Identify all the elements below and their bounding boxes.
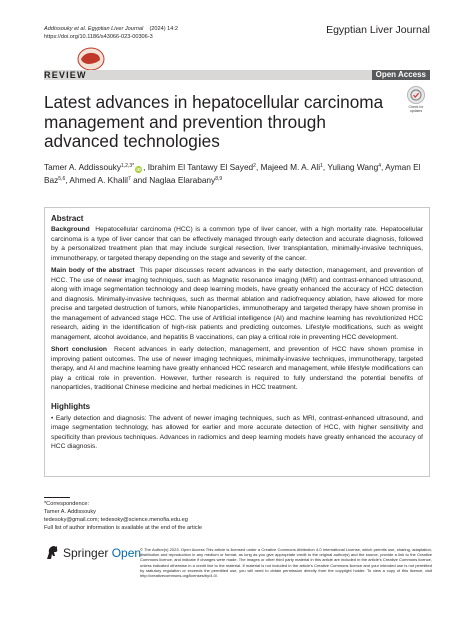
author-name: Ayman El Baz — [44, 162, 421, 185]
abstract-box — [44, 207, 430, 477]
check-updates-line1: Check for — [408, 105, 424, 109]
author-name: Ahmed A. Khalil — [69, 175, 128, 185]
check-updates-line2: updates — [409, 109, 423, 113]
correspondence-block — [44, 500, 202, 532]
author-affiliation: 8,9 — [215, 176, 223, 182]
header-journal: Egyptian Liver Journal — [87, 26, 144, 32]
journal-name: Egyptian Liver Journal — [326, 24, 430, 36]
header-doi[interactable]: https://doi.org/10.1186/s43066-023-00306-3 — [44, 34, 153, 40]
article-title: Latest advances in hepatocellular carcinoma management and prevention through advanced technologies — [44, 92, 384, 151]
abstract-short-conclusion — [51, 345, 423, 393]
author-name: Tamer A. Addissouky — [44, 162, 122, 172]
correspondence-note: Full list of author information is available at the end of the article — [44, 525, 202, 531]
short-conclusion-label: Short conclusion — [51, 346, 107, 353]
author-name: Naglaa Elarabany — [149, 175, 216, 185]
main-body-label: Main body of the abstract — [51, 267, 135, 274]
author-affiliation: 7 — [127, 176, 131, 182]
article-type-label: REVIEW — [44, 70, 87, 80]
abstract-background — [51, 225, 423, 263]
check-for-updates-button[interactable] — [404, 86, 428, 114]
springer-horse-icon — [44, 544, 60, 561]
check-updates-icon — [407, 86, 425, 104]
author-name: Yuliang Wang — [327, 162, 379, 172]
correspondence-email[interactable]: tedesoky@gmail.com; tedesoky@science.menofia.edu.eg — [44, 517, 188, 523]
author-affiliation: 2 — [253, 163, 256, 169]
highlight-item: • Early detection and diagnosis: The advent of newer imaging techniques, such as MRI, contrast-enhanced ultrasound, and image segmentation technology, has allowed for earlier and more accurate detection of HCC, with higher sensitivity and specificity than previous techniques. Advances in radiomics and deep learning models have greatly enhanced the accuracy of HCC diagnosis. — [51, 414, 423, 450]
running-header — [44, 25, 178, 41]
author-affiliation: 5,6 — [58, 176, 66, 182]
publisher-logo — [44, 544, 141, 561]
author-affiliation: 4 — [378, 163, 382, 169]
header-authors: Addissouky et al. — [44, 26, 87, 32]
correspondence-author: Tamer A. Addissouky — [44, 509, 96, 515]
highlights-heading: Highlights — [51, 401, 91, 411]
publisher-name-part1: Springer — [63, 545, 109, 560]
footnote-divider — [44, 497, 70, 498]
author-name: Majeed M. A. Ali — [260, 162, 321, 172]
author-name: Ibrahim El Tantawy El Sayed — [147, 162, 254, 172]
header-issue: (2024) 14:2 — [149, 26, 179, 32]
license-text: © The Author(s) 2023. Open Access This article is licensed under a Creative Commons Attribution 4.0 International License, which permits use, sharing, adaptation, distribution and reproduction in any medium or format, as long as you give appropriate credit to the original author(s) and the source, provide a link to the Creative Commons licence, and indicate if changes were made. The images or other third party material in this article are included in the article's Creative Commons licence, unless indicated otherwise in a credit line to the material. If material is not included in the article's Creative Commons licence and your intended use is not permitted by statutory regulation or exceeds the permitted use, you will need to obtain permission directly from the copyright holder. To view a copy of this licence, visit http://creativecommons.org/licenses/by/4.0/. — [140, 547, 432, 579]
short-conclusion-text: Recent advances in early detection, management, and prevention of HCC have shown promise in improving patient outcomes. The use of newer imaging techniques, minimally-invasive techniques, immunotherapy, targeted therapy, and AI and machine learning have greatly enhanced HCC research and management, while lifestyle modifications can play a critical role in prevention. However, further research is required to fully understand the potential benefits of nanoparticles, traditional Chinese medicine and herbal medicines in HCC treatment. — [51, 346, 423, 391]
background-label: Background — [51, 226, 90, 233]
abstract-heading: Abstract — [51, 214, 84, 223]
orcid-icon[interactable]: iD — [136, 167, 141, 172]
author-list: Tamer A. Addissouky$^{1,2,3*}$iD , Ibrahim El Tantawy El Sayed$^2$, Majeed M. A. Ali$^1$, Yuliang Wang$^4$, Ayman El Baz$^{5,6}$, Ahmed A. Khalil$^7$ and Naglaa Elarabany$^{8,9}$ — [44, 162, 421, 185]
author-affiliation: 1 — [320, 163, 323, 169]
correspondence-label: *Correspondence: — [44, 501, 90, 507]
publisher-name-part2: Open — [111, 545, 142, 560]
abstract-main-body — [51, 266, 423, 342]
author-affiliation: 1,2,3* — [121, 163, 135, 169]
open-access-badge: Open Access — [372, 70, 430, 80]
main-body-text: This paper discusses recent advances in the early detection, management, and prevention of HCC. The use of newer imaging techniques, such as Magnetic resonance imaging (MRI) and contrast-enhanced ultrasound, along with image segmentation technology and deep learning models, have greatly enhanced the accuracy of HCC detection and diagnosis. Minimally-invasive techniques, such as thermal ablation and radiofrequency ablation, have allowed for more precise and targeted destruction of tumors, while Nanoparticles, immunotherapy and targeted therapy have shown promise in the management of advanced stage HCC. The use of Artificial intelligence (AI) and machine learning has revolutionized HCC research, aiding in the identification of high-risk patients and predicting outcomes. Lifestyle modifications, such as weight management, alcohol avoidance, and hepatitis B vaccinations, can play a critical role in preventing HCC development. — [51, 267, 424, 341]
background-text: Hepatocellular carcinoma (HCC) is a common type of liver cancer, with a high mortality rate. Hepatocellular carcinoma is a type of liver cancer that can be effectively managed through early detection and accurate diagnosis, followed by a personalized treatment plan that may include surgical resection, liver transplantation, minimally-invasive techniques, immunotherapy, or targeted therapy depending on the stage and severity of the cancer. — [51, 226, 423, 262]
